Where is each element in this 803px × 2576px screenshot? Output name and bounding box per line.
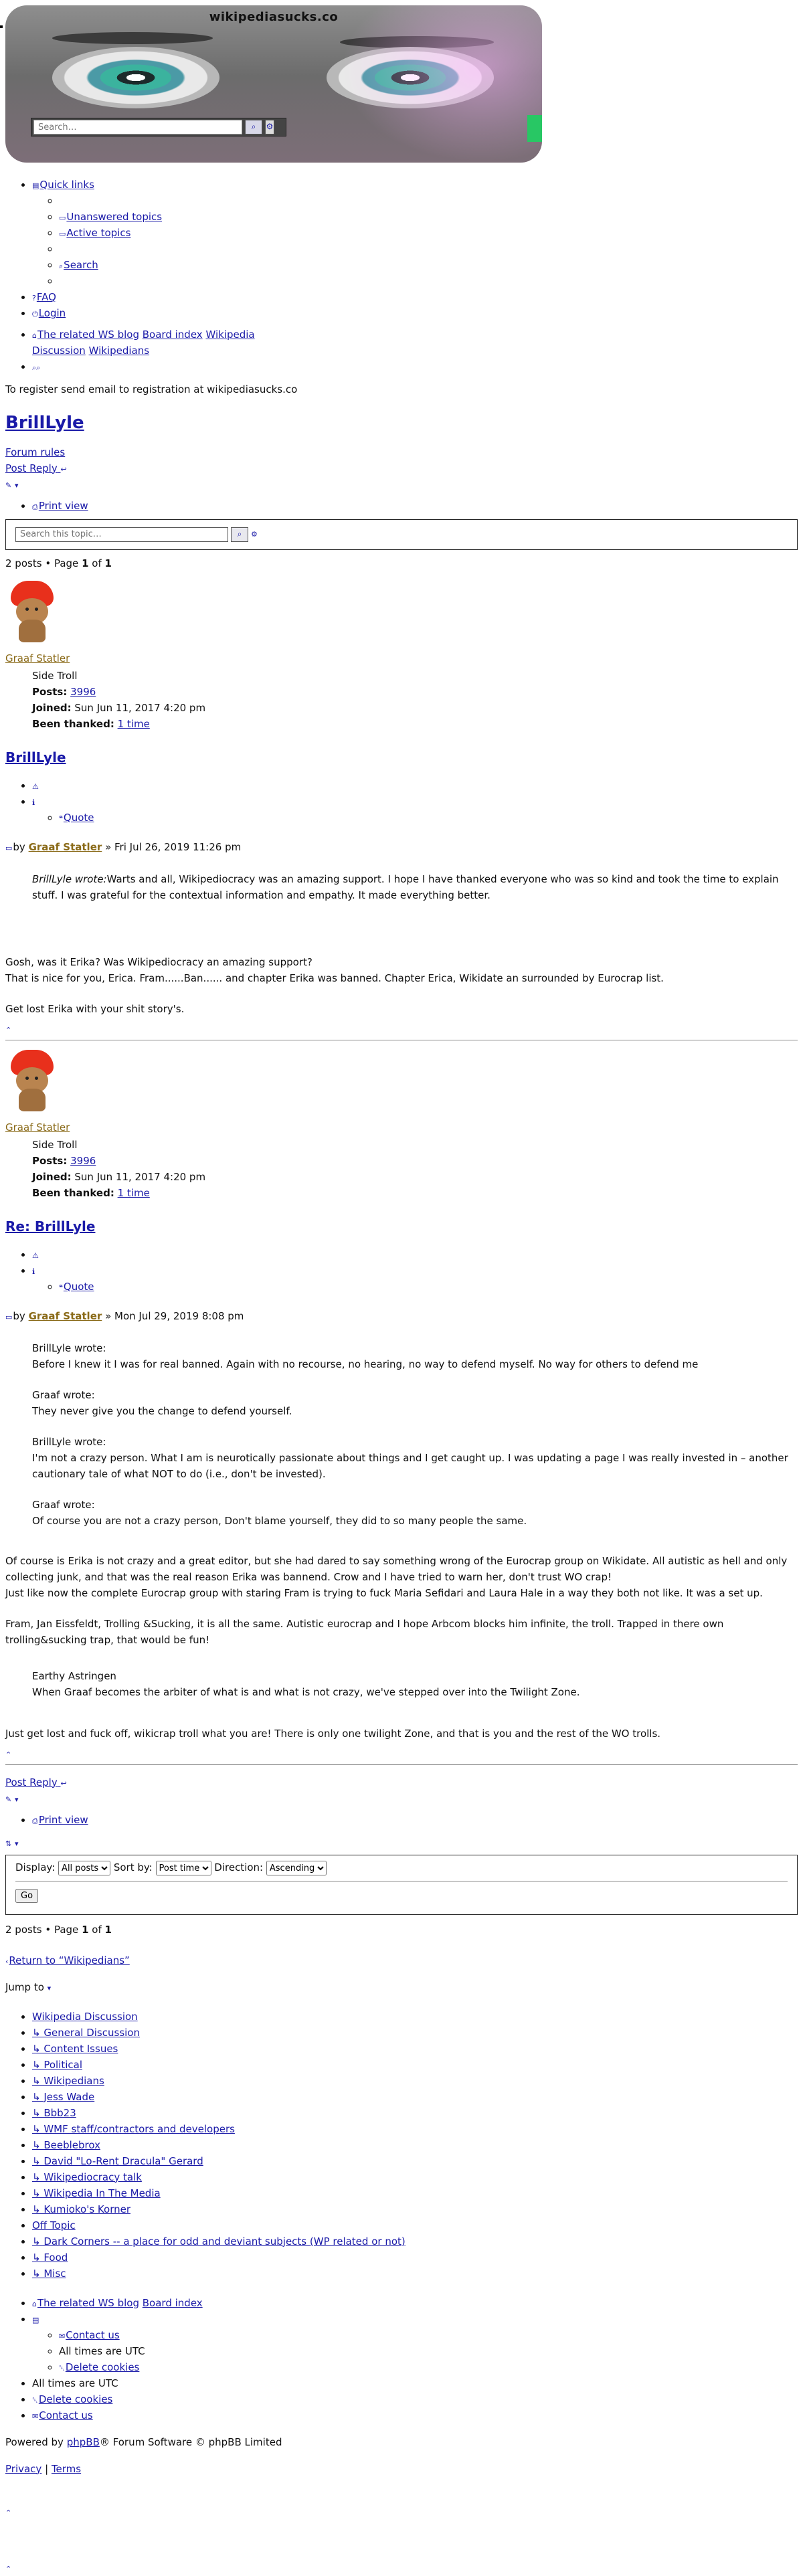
author-profile: Side Troll Posts: 3996 Joined: Sun Jun 11, 2017 4:20 pm Been thanked: 1 time xyxy=(32,1137,798,1201)
post-title: Re: BrillLyle xyxy=(5,1218,96,1234)
banner-brow-left xyxy=(52,32,213,44)
home-icon: ⌂ xyxy=(32,2299,37,2308)
jump-item[interactable] xyxy=(32,2153,798,2169)
quote-block xyxy=(32,1668,798,1700)
post-buttons xyxy=(5,777,798,826)
display-select[interactable] xyxy=(58,1861,110,1875)
avatar[interactable] xyxy=(7,581,58,645)
file-icon: ▭ xyxy=(5,843,13,852)
display-options xyxy=(5,1855,798,1915)
register-notice: To register send email to registration at wikipediasucks.co xyxy=(5,383,298,395)
menu-separator xyxy=(59,193,798,209)
envelope-icon: ✉ xyxy=(32,2411,39,2421)
search-icon: ⌕ xyxy=(59,262,64,270)
quick-links-link[interactable]: ▤Quick links xyxy=(32,179,94,191)
breadcrumbs xyxy=(5,327,798,375)
post-meta-author[interactable]: Graaf Statler xyxy=(28,840,102,853)
quote-button[interactable]: ◦ ❝Quote xyxy=(59,810,798,826)
chevron-down-icon: ▾ xyxy=(47,1983,52,1993)
quote-icon: ❝ xyxy=(59,814,63,823)
magnifier-icon[interactable]: ⌕ xyxy=(245,120,262,134)
quote-icon: ❝ xyxy=(59,1283,63,1292)
print-view-item[interactable]: • ⎙Print view xyxy=(32,1812,798,1828)
power-icon: ⏻ xyxy=(32,310,38,318)
direction-label: Direction: xyxy=(214,1861,264,1873)
jump-item-link[interactable]: Off Topic xyxy=(32,2219,76,2231)
footer-times-2: • All times are UTC xyxy=(32,2375,798,2391)
jump-item-link[interactable]: Wikipedia Discussion xyxy=(32,2010,138,2023)
nav-faq[interactable]: • ?FAQ xyxy=(32,289,798,305)
print-view-item[interactable]: • ⎙Print view xyxy=(32,498,798,514)
topic-search-box xyxy=(5,519,798,550)
home-icon: ⌂ xyxy=(32,331,37,340)
jump-item[interactable] xyxy=(32,2185,798,2201)
wrench-icon[interactable]: ✎ xyxy=(5,1795,12,1804)
jump-item[interactable] xyxy=(32,2025,798,2041)
jump-item[interactable] xyxy=(32,2089,798,2105)
jump-item-link[interactable]: ↳ Bbb23 xyxy=(32,2106,76,2119)
jump-item[interactable] xyxy=(32,2217,798,2233)
banner-glow xyxy=(341,5,542,163)
footer-contact-2[interactable]: • ✉Contact us xyxy=(32,2407,798,2423)
jump-item[interactable] xyxy=(32,2121,798,2137)
jump-item-link[interactable]: ↳ Beeblebrox xyxy=(32,2138,100,2151)
file-icon: ▭ xyxy=(59,213,66,222)
chevron-up-icon[interactable]: ⌃ xyxy=(5,2564,12,2573)
gear-icon[interactable]: ⚙ xyxy=(251,529,258,539)
author-joined: Sun Jun 11, 2017 4:20 pm xyxy=(74,1170,206,1183)
file-icon: ▭ xyxy=(5,1312,13,1321)
footer-contact[interactable]: ◦ ✉Contact us xyxy=(59,2327,798,2343)
sort-icon[interactable]: ⇅ xyxy=(5,1839,12,1848)
trash-icon: ␡ xyxy=(32,2395,38,2405)
privacy-link[interactable]: Privacy xyxy=(5,2462,42,2475)
jump-item[interactable] xyxy=(32,2169,798,2185)
bars-icon: ▤ xyxy=(32,181,39,190)
breadcrumb-wikipedia[interactable]: Wikipedia xyxy=(205,329,255,341)
search-icon: ⌕⌕ xyxy=(32,363,41,372)
pagination-bottom: 2 posts • Page 1 of 1 xyxy=(5,1923,112,1936)
chevron-up-icon: ⌃ xyxy=(5,1025,12,1034)
jump-item[interactable] xyxy=(32,2105,798,2121)
jump-item[interactable] xyxy=(32,2057,798,2073)
quote-author: BrillLyle wrote: xyxy=(32,872,107,885)
gear-icon[interactable]: ⚙ xyxy=(265,120,274,134)
menu-separator xyxy=(59,273,798,289)
phpbb-link[interactable]: phpBB xyxy=(66,2435,100,2448)
warning-icon: ⚠ xyxy=(32,1251,39,1260)
quote-button[interactable]: ◦ ❝Quote xyxy=(59,1279,798,1295)
jump-item[interactable] xyxy=(32,2201,798,2217)
quick-links-menu xyxy=(32,193,798,289)
info-icon: ℹ xyxy=(32,798,35,807)
breadcrumb-discussion[interactable]: Discussion xyxy=(32,345,86,357)
topic-title-link[interactable]: BrillLyle xyxy=(5,413,84,433)
page-marker xyxy=(0,25,3,28)
jump-item-link[interactable]: ↳ Wikipedia In The Media xyxy=(32,2187,161,2199)
footer-times: ◦ All times are UTC xyxy=(59,2343,798,2359)
post-body-line: Just like now the complete Eurocrap group with staring Fram is trying to fuck Maria Sefidari and Laura Hale in a way they both not like. It was a set up. xyxy=(5,1586,763,1599)
post-action-2[interactable] xyxy=(32,1263,798,1295)
quote-text: Of course you are not a crazy person, Don't blame yourself, they did to so many people the same. xyxy=(32,1514,527,1527)
search-icon[interactable]: ⌕ xyxy=(231,527,248,542)
post-meta: ▭by Graaf Statler » Fri Jul 26, 2019 11:26 pm xyxy=(5,840,242,853)
footer-blog-link[interactable]: ⌂The related WS blog xyxy=(32,2296,139,2309)
post-body-line: That is nice for you, Erica. Fram......Ban...... and chapter Erika was banned. Chapter Erica, Wikidate an surrounded by Eurocrap list. xyxy=(5,972,664,984)
header-search-box xyxy=(31,118,286,136)
jump-item[interactable] xyxy=(32,2073,798,2089)
menu-separator xyxy=(59,241,798,257)
jump-item-link[interactable]: ↳ Wikipediocracy talk xyxy=(32,2171,142,2183)
reply-icon: ↩ xyxy=(60,464,67,474)
jump-item-link[interactable]: ↳ Dark Corners -- a place for odd and deviant subjects (WP related or not) xyxy=(32,2235,406,2247)
jump-to[interactable]: Jump to ▾ xyxy=(5,1981,52,1993)
footer-links xyxy=(32,2311,798,2375)
jump-item-link[interactable]: ↳ Wikipedians xyxy=(32,2074,104,2087)
return-link[interactable]: ‹Return to “Wikipedians” xyxy=(5,1954,130,1966)
jump-list xyxy=(5,2009,798,2282)
author-post-count[interactable]: 3996 xyxy=(70,1154,96,1167)
post-reply-button-bottom[interactable]: Post Reply ↩ xyxy=(5,1776,67,1788)
print-icon: ⎙ xyxy=(32,502,38,511)
quote-author: Earthy Astringen xyxy=(32,1669,116,1682)
post-reply-button[interactable]: Post Reply ↩ xyxy=(5,462,67,474)
jump-item[interactable] xyxy=(32,2041,798,2057)
quote-block xyxy=(32,871,798,903)
envelope-icon: ✉ xyxy=(59,2331,66,2340)
post xyxy=(5,1050,798,1765)
jump-item[interactable] xyxy=(32,2233,798,2249)
reply-icon: ↩ xyxy=(60,1778,67,1788)
post-body-line: Gosh, was it Erika? Was Wikipediocracy an amazing support? xyxy=(5,955,313,968)
jump-item[interactable] xyxy=(32,2249,798,2266)
menu-item-unanswered[interactable]: ◦ ▭Unanswered topics xyxy=(59,209,798,225)
author-rank: Side Troll xyxy=(32,669,78,682)
sort-label: Sort by: xyxy=(113,1861,153,1873)
jump-item-link[interactable]: ↳ Content Issues xyxy=(32,2042,118,2055)
warning-icon: ⚠ xyxy=(32,781,39,791)
post-action-2[interactable] xyxy=(32,794,798,826)
direction-select[interactable] xyxy=(266,1861,327,1875)
jump-item-link[interactable]: ↳ WMF staff/contractors and developers xyxy=(32,2122,235,2135)
footer-board-index[interactable]: Board index xyxy=(142,2296,203,2309)
nav-login[interactable]: • ⏻Login xyxy=(32,305,798,321)
chevron-down-icon[interactable]: ▾ xyxy=(15,1795,19,1804)
topic-title xyxy=(5,409,798,438)
print-icon: ⎙ xyxy=(32,1816,38,1825)
post xyxy=(5,581,798,1040)
banner-accent xyxy=(527,115,542,142)
bars-icon: ▤ xyxy=(32,2315,39,2324)
header-search-input[interactable] xyxy=(33,120,242,134)
post-body-line: Fram, Jan Eissfeldt, Trolling &Sucking, it is all the same. Autistic eurocrap and I hope Arbcom blocks him infinite, the troll. Trapped in there own trolling&sucking trap, that would be fun! xyxy=(5,1617,724,1646)
jump-item[interactable] xyxy=(32,2137,798,2153)
jump-item-link[interactable]: ↳ Political xyxy=(32,2058,83,2071)
breadcrumb-extra xyxy=(32,359,798,375)
breadcrumb-item xyxy=(32,327,273,359)
breadcrumb-board-index[interactable]: Board index xyxy=(142,329,203,341)
author-post-count[interactable]: 3996 xyxy=(70,685,96,698)
post-action-1[interactable] xyxy=(32,1247,798,1263)
topic-tools xyxy=(5,498,798,514)
jump-item-link[interactable]: ↳ Food xyxy=(32,2251,68,2264)
quote-text: Warts and all, Wikipediocracy was an amazing support. I hope I have thanked everyone who was so kind and took the time to explain stuff. I was grateful for the contextual information and empathy. It made everything better. xyxy=(32,872,779,901)
chevron-up-icon: ⌃ xyxy=(5,1750,12,1759)
post-divider xyxy=(5,1764,798,1765)
menu-item-active[interactable]: ◦ ▭Active topics xyxy=(59,225,798,241)
quote-text: Before I knew it I was for real banned. Again with no recourse, no hearing, no way to defend myself. No way for others to defend me xyxy=(32,1358,699,1370)
footer-delete-cookies[interactable]: ◦ ␡Delete cookies xyxy=(59,2359,798,2375)
chevron-down-icon[interactable]: ▾ xyxy=(15,480,19,490)
post-author[interactable]: Graaf Statler xyxy=(5,1121,70,1133)
nav-quick-links xyxy=(32,177,798,289)
wrench-icon[interactable]: ✎ xyxy=(5,480,12,490)
pagination-top: 2 posts • Page 1 of 1 xyxy=(5,557,112,569)
banner-eye-left xyxy=(52,47,219,108)
menu-item-search[interactable]: ◦ ⌕Search xyxy=(59,257,798,273)
quote-text: I'm not a crazy person. What I am is neurotically passionate about things and I get caught up. I was updating a page I was really invested in – another cautionary tale of what NOT to do (i.e., don't be invested). xyxy=(32,1451,788,1480)
quote-block xyxy=(32,1340,798,1529)
file-icon: ▭ xyxy=(59,229,66,238)
quote-author: BrillLyle wrote: xyxy=(32,1342,106,1354)
forum-rules-link[interactable]: Forum rules xyxy=(5,446,66,458)
author-thanked[interactable]: 1 time xyxy=(117,717,150,730)
quote-author: Graaf wrote: xyxy=(32,1498,95,1511)
author-thanked[interactable]: 1 time xyxy=(117,1186,150,1199)
topic-search-input[interactable] xyxy=(15,527,228,542)
jump-item[interactable] xyxy=(32,2009,798,2025)
footer-breadcrumb xyxy=(32,2295,798,2311)
chevron-down-icon[interactable]: ▾ xyxy=(15,1839,19,1848)
post-title: BrillLyle xyxy=(5,749,66,765)
post-body-line: Just get lost and fuck off, wikicrap troll what you are! There is only one twilight Zone, and that is you and the rest of the WO trolls. xyxy=(5,1727,661,1740)
nav-main xyxy=(5,177,798,321)
terms-link[interactable]: Terms xyxy=(51,2462,82,2475)
author-joined: Sun Jun 11, 2017 4:20 pm xyxy=(74,701,206,714)
site-header-banner xyxy=(5,5,542,163)
post-body-line: Of course is Erika is not crazy and a great editor, but she had dared to say something wrong of the Eurocrap group on Wikidate. All autistic as hell and only collecting junk, and that was the real reason Erika was bannend. Crow and I have tried to warn her, don't trust WO crap! xyxy=(5,1554,788,1583)
quote-text: They never give you the change to defend yourself. xyxy=(32,1404,292,1417)
post-action-1[interactable] xyxy=(32,777,798,794)
jump-item-link[interactable]: ↳ Misc xyxy=(32,2267,66,2280)
chevron-up-icon[interactable]: ⌃ xyxy=(5,2508,12,2517)
chevron-left-icon: ‹ xyxy=(5,1956,9,1966)
jump-item-link[interactable]: ↳ David "Lo-Rent Dracula" Gerard xyxy=(32,2154,203,2167)
topic-tools-bottom xyxy=(5,1812,798,1828)
breadcrumb-wikipedians[interactable]: Wikipedians xyxy=(88,345,150,357)
go-button[interactable]: Go xyxy=(15,1889,38,1903)
post-buttons xyxy=(5,1247,798,1295)
jump-item-link[interactable]: ↳ Jess Wade xyxy=(32,2090,95,2103)
jump-item[interactable] xyxy=(32,2266,798,2282)
post-meta: ▭by Graaf Statler » Mon Jul 29, 2019 8:08 pm xyxy=(5,1309,244,1322)
quote-author: BrillLyle wrote: xyxy=(32,1435,106,1448)
question-icon: ? xyxy=(32,294,36,302)
author-rank: Side Troll xyxy=(32,1138,78,1151)
post-meta-author[interactable]: Graaf Statler xyxy=(28,1309,102,1322)
info-icon: ℹ xyxy=(32,1267,35,1276)
avatar[interactable] xyxy=(7,1050,58,1114)
quote-author: Graaf wrote: xyxy=(32,1388,95,1401)
jump-item-link[interactable]: ↳ General Discussion xyxy=(32,2026,140,2039)
footer-nav xyxy=(5,2295,798,2423)
trash-icon: ␡ xyxy=(59,2363,65,2373)
author-profile: Side Troll Posts: 3996 Joined: Sun Jun 11, 2017 4:20 pm Been thanked: 1 time xyxy=(32,668,798,732)
post-author[interactable]: Graaf Statler xyxy=(5,652,70,664)
footer-delete-cookies-2[interactable]: • ␡Delete cookies xyxy=(32,2391,798,2407)
jump-item-link[interactable]: ↳ Kumioko's Korner xyxy=(32,2203,130,2215)
post-body-line: Get lost Erika with your shit story's. xyxy=(5,1002,185,1015)
display-label: Display: xyxy=(15,1861,56,1873)
breadcrumb-blog[interactable]: ⌂The related WS blog xyxy=(32,329,139,341)
sort-select[interactable] xyxy=(156,1861,211,1875)
quote-text: When Graaf becomes the arbiter of what is and what is not crazy, we've stepped over into the Twilight Zone. xyxy=(32,1685,580,1698)
powered-by: Powered by phpBB® Forum Software © phpBB Limited xyxy=(5,2435,282,2448)
site-title: wikipediasucks.co xyxy=(209,10,339,24)
